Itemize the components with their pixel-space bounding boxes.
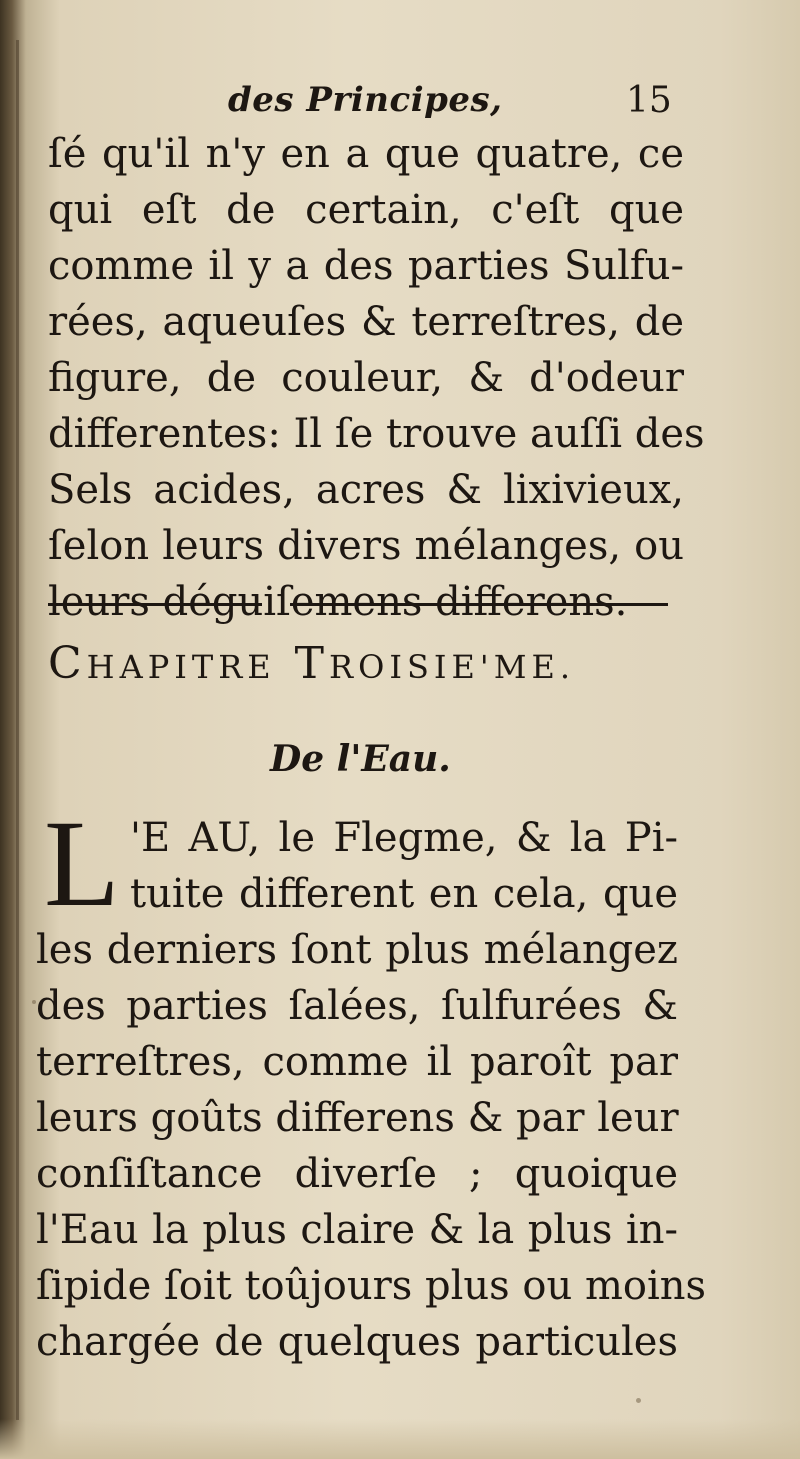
text-line: Sels acides, acres & lixivieux, <box>48 467 684 513</box>
text-line: des parties ſalées, ſulfurées & <box>36 983 678 1029</box>
text-line: leurs déguiſemens differens. <box>48 579 628 625</box>
running-title: des Principes, <box>228 80 503 120</box>
text-line: differentes: Il ſe trouve auſſi des <box>48 411 705 457</box>
ink-speck <box>636 1398 641 1403</box>
text-line: ſé qu'il n'y en a que quatre, ce <box>48 131 684 177</box>
paragraph-opening <box>130 810 678 922</box>
text-line: comme il y a des parties Sulfu- <box>48 243 684 289</box>
text-line: 'E AU, le Flegme, & la Pi- <box>130 815 678 861</box>
text-line: les derniers ſont plus mélangez <box>36 927 678 973</box>
ornamental-rule-left <box>48 603 262 606</box>
text-line: qui eſt de certain, c'eſt que <box>48 187 684 233</box>
chapter-title-word: HAPITRE <box>86 648 276 686</box>
text-line: ſelon leurs divers mélanges, ou <box>48 523 684 569</box>
text-line: chargée de quelques particules <box>36 1319 678 1365</box>
paragraph-body <box>36 922 707 1370</box>
text-line: tuite different en cela, que <box>130 871 678 917</box>
gutter-shadow <box>16 40 19 1420</box>
chapter-title <box>48 638 668 689</box>
section-title: De l'Eau. <box>270 738 451 780</box>
text-line: rées, aqueuſes & terreſtres, de <box>48 299 684 345</box>
chapter-title-word: ROISIE'ME. <box>329 648 575 686</box>
text-line: figure, de couleur, & d'odeur <box>48 355 684 401</box>
drop-cap: L <box>44 795 120 932</box>
chapter-title-initial: C <box>48 638 87 689</box>
text-line: ſipide ſoit toûjours plus ou moins <box>36 1263 707 1309</box>
paragraph-continued <box>48 126 705 630</box>
text-line: terreſtres, comme il paroît par <box>36 1039 678 1085</box>
page-header <box>0 80 800 130</box>
ornamental-rule-right <box>290 603 668 606</box>
text-line: l'Eau la plus claire & la plus in- <box>36 1207 678 1253</box>
page-number: 15 <box>626 80 672 121</box>
chapter-title-initial: T <box>294 638 330 689</box>
page-bottom-edge <box>0 1419 800 1459</box>
ink-speck <box>32 1000 36 1004</box>
text-line: leurs goûts differens & par leur <box>36 1095 679 1141</box>
text-line: conſiſtance diverſe ; quoique <box>36 1151 678 1197</box>
